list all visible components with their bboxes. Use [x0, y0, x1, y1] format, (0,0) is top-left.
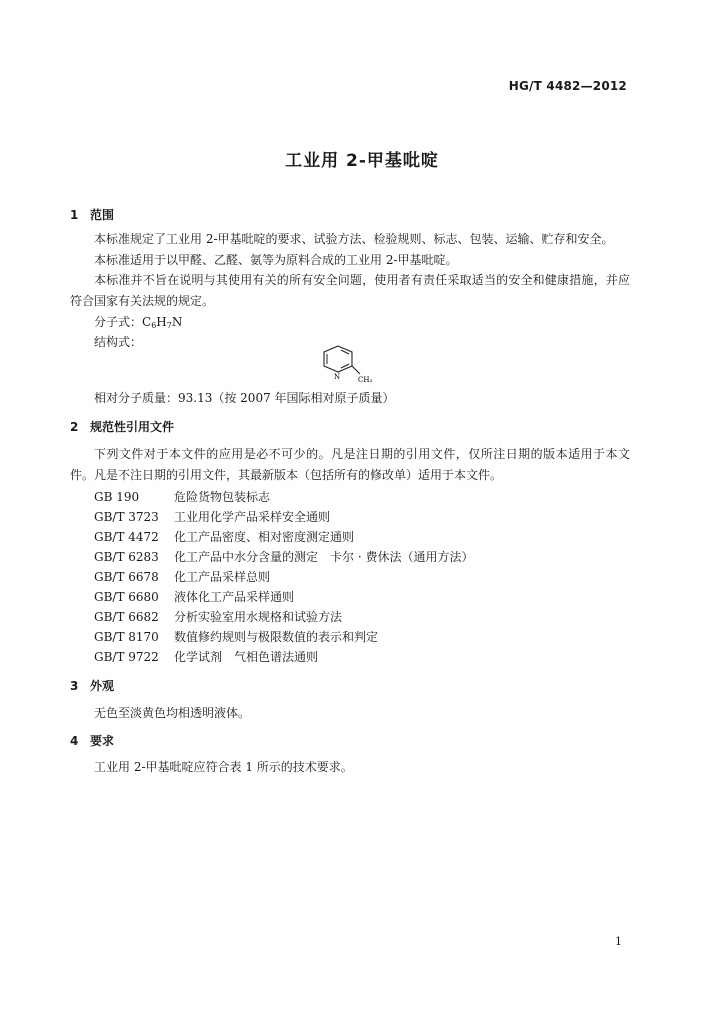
- reference-item: [94, 648, 318, 665]
- section-title: 规范性引用文件: [90, 420, 175, 434]
- pyridine-structure-diagram: [320, 342, 380, 384]
- reference-title: 化工产品中水分含量的测定 卡尔 · 费休法（通用方法）: [174, 550, 474, 564]
- relative-molecular-mass: 相对分子质量：93.13（按 2007 年国际相对原子质量）: [94, 391, 395, 405]
- page-number: 1: [615, 935, 622, 948]
- reference-code: GB/T 6682: [94, 610, 159, 624]
- formula-h: H: [156, 315, 167, 329]
- section-1-heading: [70, 206, 114, 223]
- section-number: 4: [70, 734, 79, 748]
- paragraph: 工业用 2-甲基吡啶应符合表 1 所示的技术要求。: [94, 760, 353, 774]
- formula-label: 分子式：: [94, 315, 143, 329]
- reference-title: 数值修约规则与极限数值的表示和判定: [174, 630, 379, 644]
- paragraph: 本标准规定了工业用 2-甲基吡啶的要求、试验方法、检验规则、标志、包装、运输、贮存和安全。: [94, 232, 614, 246]
- structure-label: 结构式：: [94, 335, 143, 349]
- formula-c-sub: 6: [151, 321, 157, 330]
- paragraph: 本标准适用于以甲醛、乙醛、氨等为原料合成的工业用 2-甲基吡啶。: [94, 253, 458, 267]
- reference-code: GB/T 6680: [94, 590, 159, 604]
- reference-item: [94, 508, 330, 525]
- document-title: 工业用 2-甲基吡啶: [285, 151, 439, 171]
- paragraph: 下列文件对于本文件的应用是必不可少的。凡是注日期的引用文件，仅所注日期的版本适用于本文件。凡是不注日期的引用文件，其最新版本（包括所有的修改单）适用于本文件。: [70, 447, 630, 482]
- reference-item: [94, 528, 354, 545]
- section-title: 外观: [90, 679, 115, 693]
- reference-title: 化工产品密度、相对密度测定通则: [174, 530, 355, 544]
- section-3-heading: [70, 677, 114, 694]
- reference-title: 危险货物包装标志: [174, 490, 271, 504]
- structure-ch3-label: CH₃: [358, 376, 373, 384]
- reference-code: GB/T 9722: [94, 650, 159, 664]
- formula-c: C: [142, 315, 152, 329]
- reference-code: GB/T 6678: [94, 570, 159, 584]
- reference-title: 分析实验室用水规格和试验方法: [174, 610, 343, 624]
- paragraph: 本标准并不旨在说明与其使用有关的所有安全问题，使用者有责任采取适当的安全和健康措施，并应符合国家有关法规的规定。: [70, 273, 630, 308]
- formula-h-sub: 7: [166, 321, 172, 330]
- reference-code: GB/T 6283: [94, 550, 159, 564]
- reference-item: [94, 628, 378, 645]
- reference-title: 工业用化学产品采样安全通则: [174, 510, 331, 524]
- reference-title: 化学试剂 气相色谱法通则: [174, 650, 319, 664]
- section-number: 3: [70, 679, 79, 693]
- reference-item: [94, 588, 294, 605]
- structure-n-label: N: [334, 373, 341, 381]
- section-title: 要求: [90, 734, 115, 748]
- section-number: 2: [70, 420, 79, 434]
- reference-item: [94, 548, 473, 565]
- reference-code: GB/T 3723: [94, 510, 159, 524]
- reference-title: 化工产品采样总则: [174, 570, 271, 584]
- reference-item: [94, 488, 270, 505]
- reference-code: GB 190: [94, 490, 140, 504]
- formula-n: N: [171, 315, 183, 329]
- section-2-heading: [70, 418, 174, 435]
- standard-code: HG/T 4482—2012: [508, 79, 627, 93]
- molecular-formula: [94, 313, 182, 330]
- paragraph: 无色至淡黄色均相透明液体。: [94, 706, 251, 720]
- reference-item: [94, 608, 342, 625]
- section-4-heading: [70, 732, 114, 749]
- reference-item: [94, 568, 270, 585]
- reference-title: 液体化工产品采样通则: [174, 590, 295, 604]
- reference-code: GB/T 4472: [94, 530, 159, 544]
- section-title: 范围: [90, 208, 115, 222]
- section-number: 1: [70, 208, 79, 222]
- reference-code: GB/T 8170: [94, 630, 159, 644]
